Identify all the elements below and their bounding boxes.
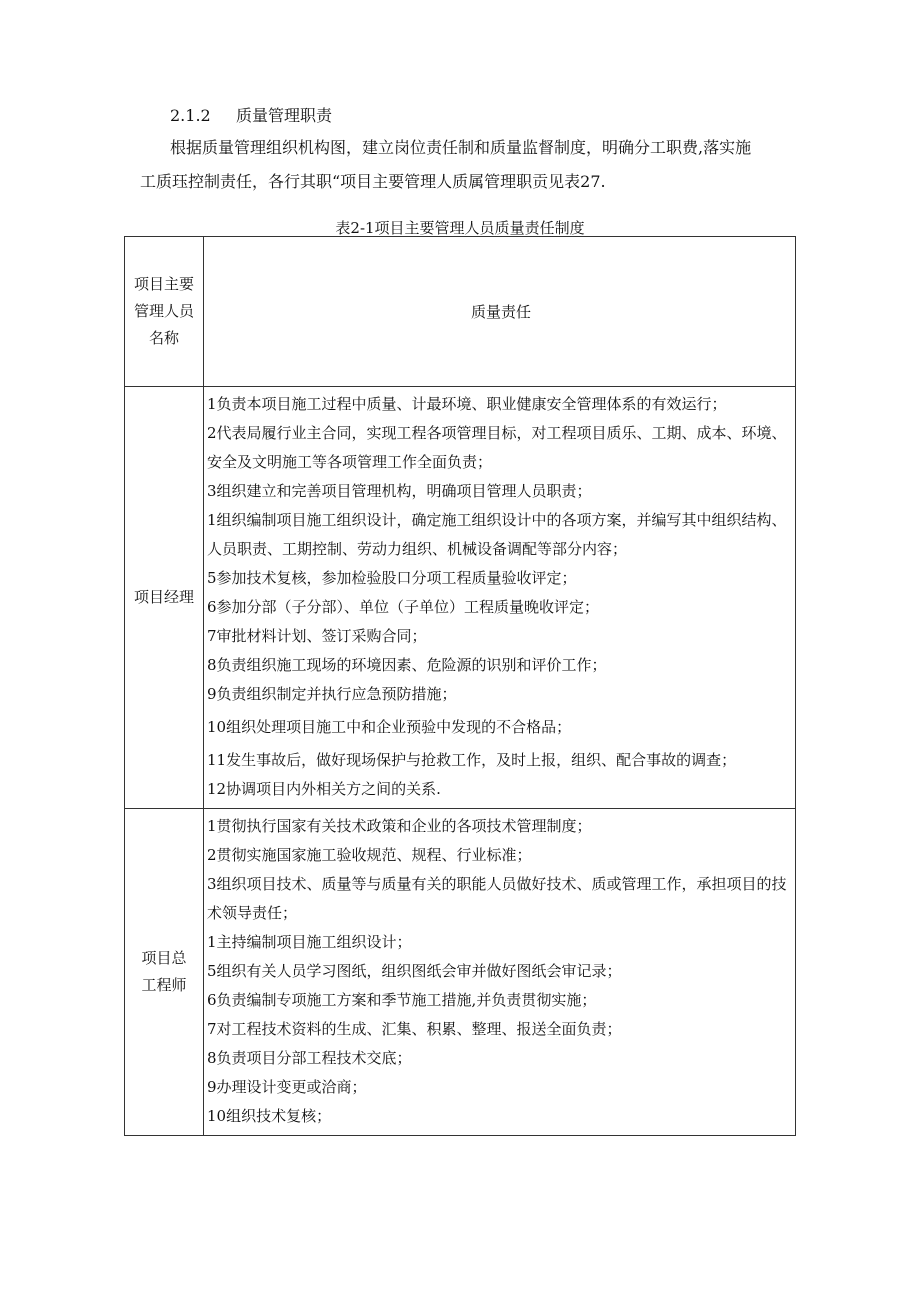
duty-item: 12协调项目内外相关方之间的关系.	[207, 780, 441, 798]
duty-item: 3组织建立和完善项目管理机构，明确项目管理人员职责；	[207, 482, 592, 500]
duty-item: 1组织编制项目施工组织设计，确定施工组织设计中的各项方案，并编写其中组织结构、人员职责、工期控制、劳动力组织、机械设备调配等部分内容；	[207, 511, 787, 558]
header-name-cell	[125, 237, 204, 387]
duty-item: 1主持编制项目施工组织设计；	[207, 933, 412, 951]
header-responsibility-cell	[204, 237, 796, 387]
table-row	[125, 387, 796, 809]
duty-item: 9办理设计变更或洽商；	[207, 1078, 367, 1096]
duty-item: 7审批材料计划、签订采购合同；	[207, 627, 427, 645]
table-caption: 表2-1项目主要管理人员质量责任制度	[335, 219, 585, 237]
section-title: 质量管理职责	[236, 106, 333, 125]
responsibility-table	[124, 236, 796, 1136]
paragraph-line-1: 根据质量管理组织机构图，建立岗位责任制和质量监督制度，明确分工职费,落实施	[170, 138, 752, 157]
duty-list-cell	[204, 387, 796, 809]
role-name-cell	[125, 387, 204, 809]
duty-item: 7对工程技术资料的生成、汇集、积累、整理、报送全面负责；	[207, 1020, 622, 1038]
duty-item: 8负责组织施工现场的环境因素、危险源的识别和评价工作；	[207, 656, 607, 674]
role-name: 项目经理	[133, 588, 194, 606]
table-row	[125, 809, 796, 1136]
duty-item: 6参加分部（子分部）、单位（子单位）工程质量晚收评定；	[207, 598, 600, 616]
duty-list	[207, 809, 795, 1135]
header-name: 项目主要管理人员名称	[133, 275, 194, 347]
table-header-row	[125, 237, 796, 387]
role-name-cell	[125, 809, 204, 1136]
duty-list-cell	[204, 809, 796, 1136]
duty-item: 10组织技术复核；	[207, 1107, 332, 1125]
duty-item: 10组织处理项目施工中和企业预验中发现的不合格品；	[207, 718, 572, 736]
section-heading	[170, 103, 332, 126]
duty-item: 3组织项目技术、质量等与质量有关的职能人员做好技术、质或管理工作，承担项目的技术领导责任；	[207, 875, 787, 922]
duty-list	[207, 387, 795, 808]
duty-item: 2代表局履行业主合同，实现工程各项管理目标，对工程项目质乐、工期、成本、环境、安全及文明施工等各项管理工作全面负责；	[207, 424, 787, 471]
role-name: 项目总工程师	[141, 949, 187, 994]
paragraph-line-2: 工质珏控制责任，各行其职“项目主要管理人质属管理职贡见表27.	[140, 172, 606, 191]
duty-item: 2贯彻实施国家施工验收规范、规程、行业标准；	[207, 846, 532, 864]
section-number: 2.1.2	[170, 106, 211, 125]
header-responsibility: 质量责任	[470, 303, 531, 321]
duty-item: 1贯彻执行国家有关技术政策和企业的各项技术管理制度；	[207, 817, 592, 835]
duty-item: 5组织有关人员学习图纸，组织图纸会审并做好图纸会审记录；	[207, 962, 622, 980]
duty-item: 8负责项目分部工程技术交底；	[207, 1049, 412, 1067]
duty-item: 11发生事故后，做好现场保护与抢救工作，及时上报，组织、配合事故的调查；	[207, 751, 737, 769]
duty-item: 9负责组织制定并执行应急预防措施；	[207, 685, 457, 703]
duty-item: 5参加技术复核，参加检验股口分项工程质量验收评定；	[207, 569, 577, 587]
duty-item: 6负责编制专项施工方案和季节施工措施,并负责贯彻实施；	[207, 991, 597, 1009]
duty-item: 1负责本项目施工过程中质量、计最环境、职业健康安全管理体系的有效运行；	[207, 395, 727, 413]
